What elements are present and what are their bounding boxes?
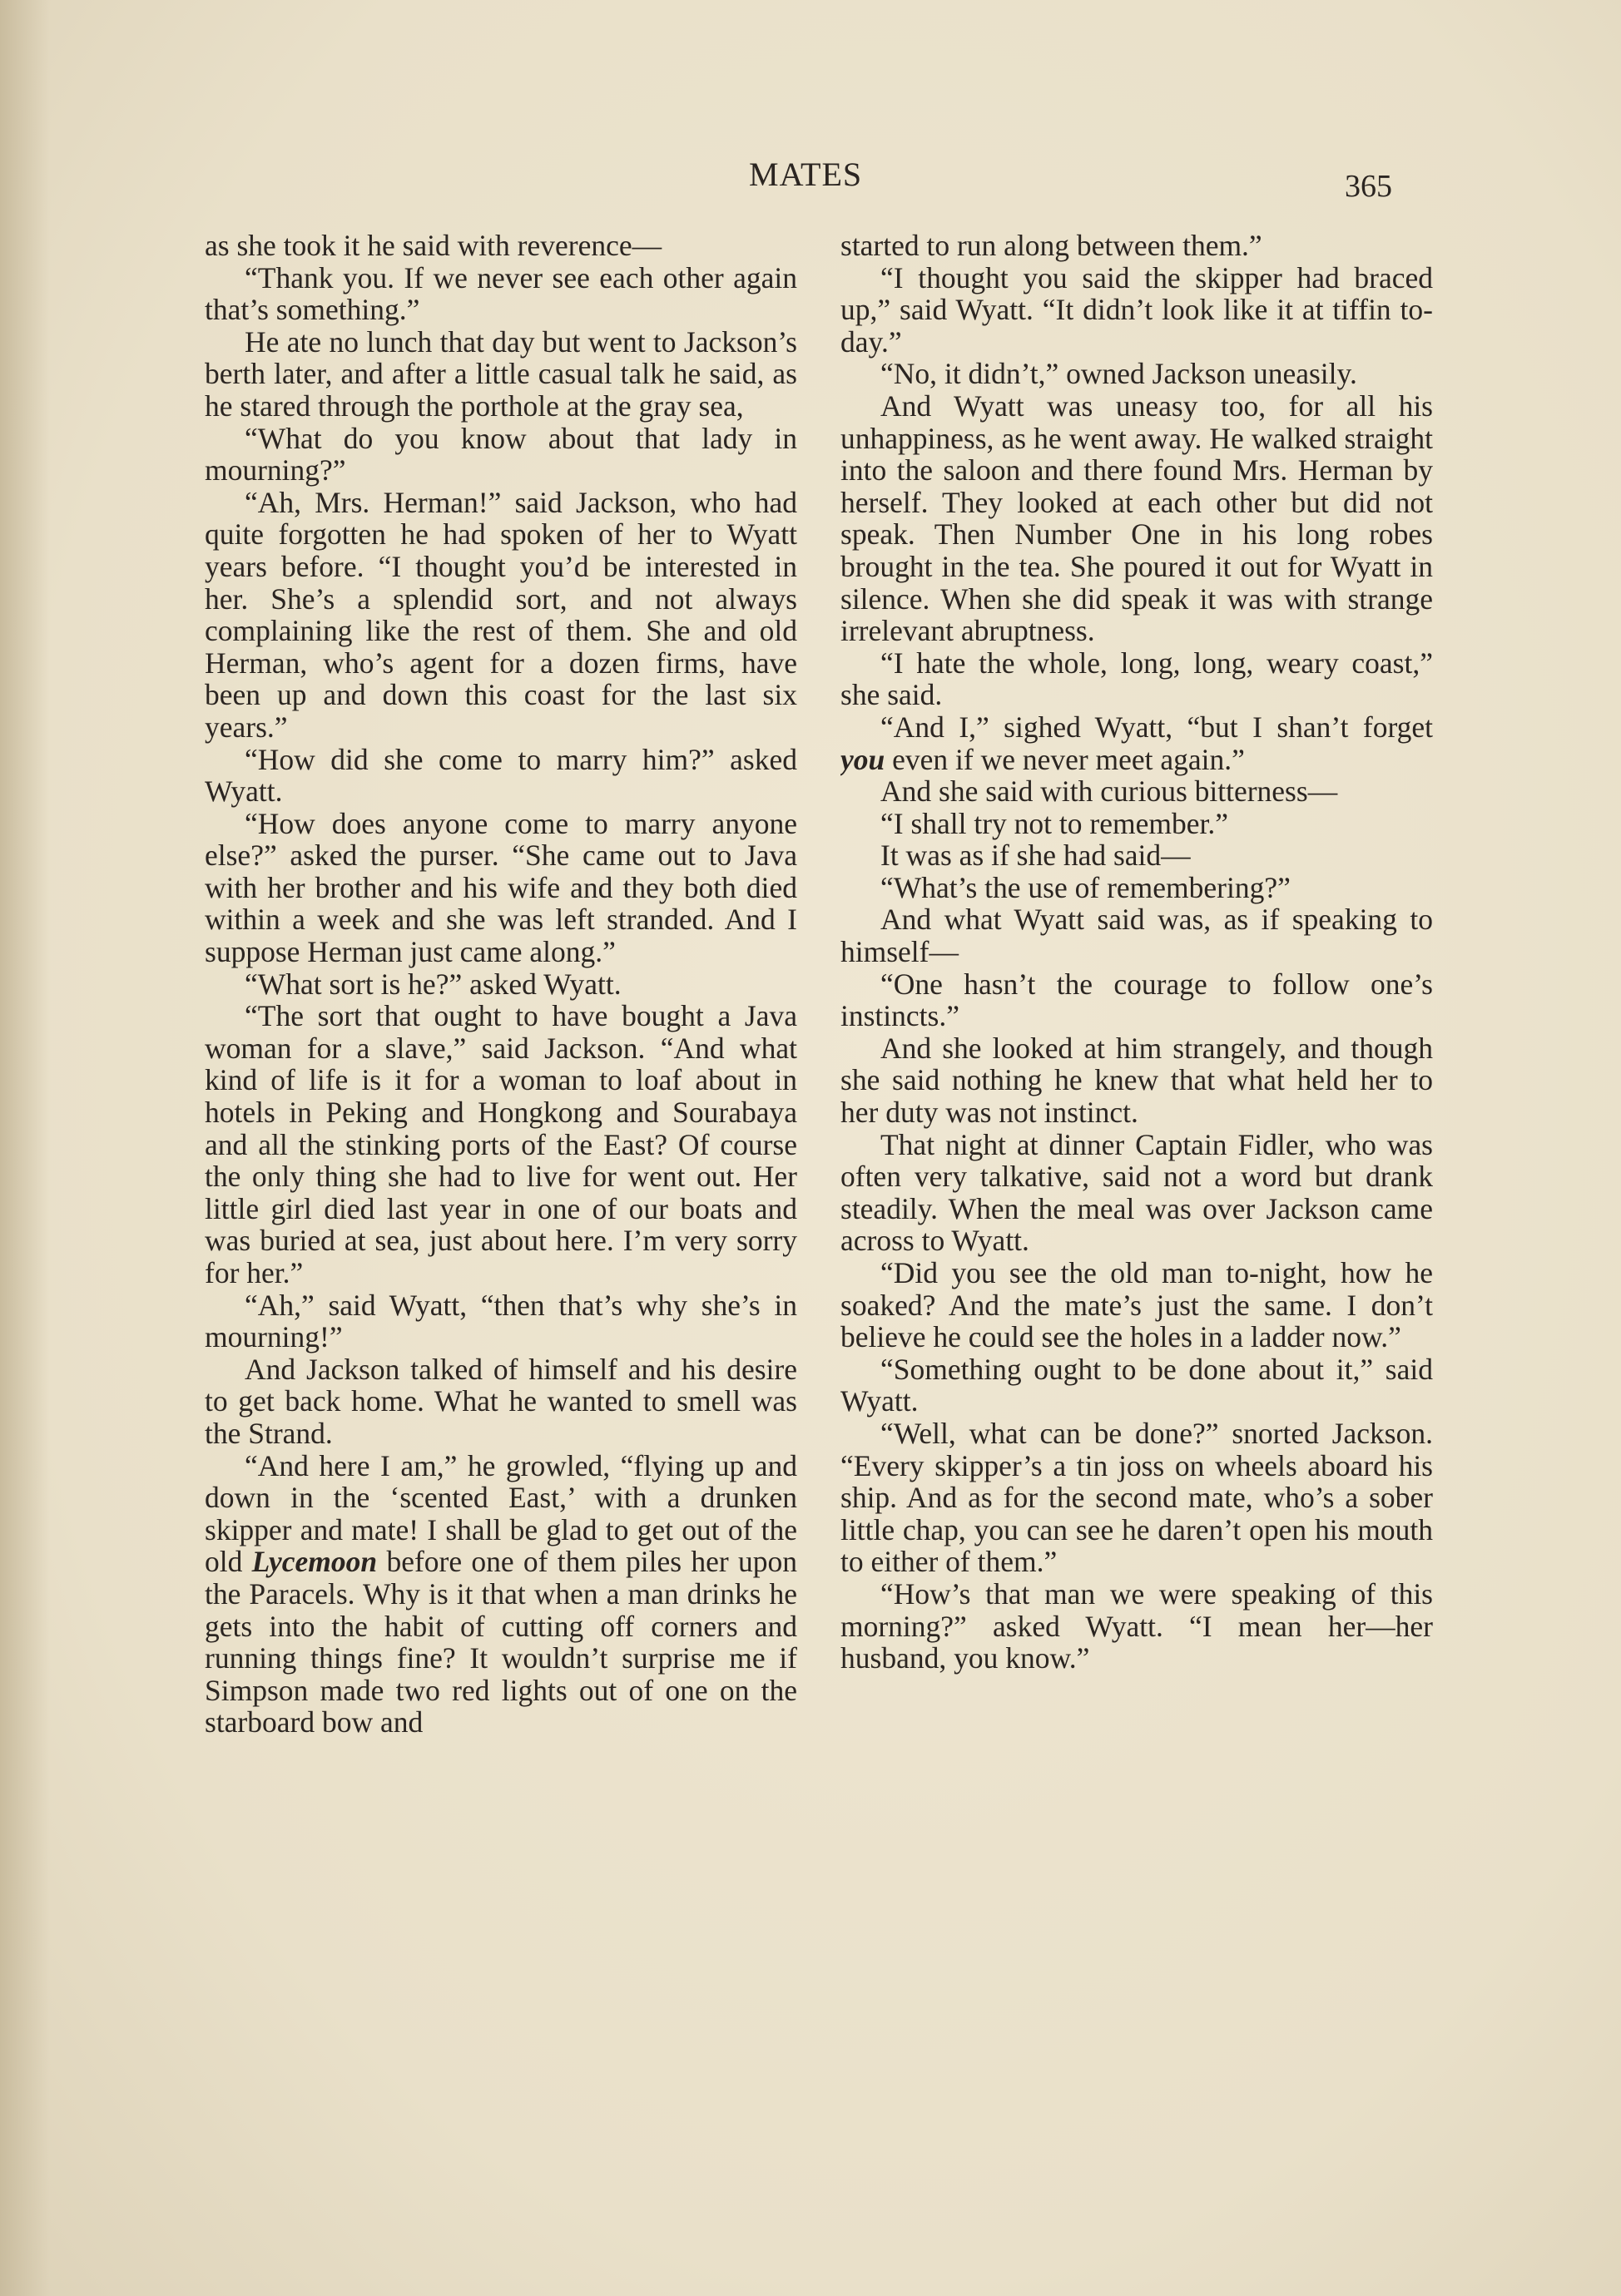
paragraph: “Ah, Mrs. Herman!” said Jackson, who had quite forgotten he had spoken of her to Wyatt years before. “I thought you’d be interested in her. She’s a splendid sort, and not always complaining like the rest of them. She and old Herman, who’s agent for a dozen firms, have been up and down this coast for the last six years.” bbox=[205, 485, 797, 744]
paragraph: as she took it he said with reverence— bbox=[205, 230, 662, 262]
paragraph: “I thought you said the skipper had braced up,” said Wyatt. “It didn’t look like it at tiffin to-day.” bbox=[840, 260, 1433, 359]
emphasis: you bbox=[840, 742, 885, 776]
paragraph: “I shall try not to remember.” bbox=[880, 806, 1228, 840]
paragraph-text: “And here I am,” he growled, “flying up and down in the ‘scented East,’ with a drunken skipper and mate! I shall be glad to get out of the old bbox=[205, 1448, 797, 1579]
paragraph bbox=[840, 711, 1433, 775]
paragraph: “Well, what can be done?” snorted Jackson. “Every skipper’s a tin joss on wheels aboard his ship. And as for the second mate, who’s a sober little chap, you can see he daren’t open his mouth to either of them.” bbox=[840, 1416, 1433, 1579]
paragraph: “No, it didn’t,” owned Jackson uneasily. bbox=[880, 357, 1357, 391]
paragraph-text: even if we never meet again.” bbox=[885, 742, 1245, 776]
paragraph-text: “And I,” sighed Wyatt, “but I shan’t forget bbox=[880, 710, 1433, 744]
running-head bbox=[0, 155, 1621, 205]
paragraph: “The sort that ought to have bought a Java woman for a slave,” said Jackson. “And what kind of life is it for a woman to loaf about in hotels in Peking and Hongkong and Sourabaya and all the stinking ports of the East? Of course the only thing she had to live for went out. Her little girl died last year in one of our boats and was buried at sea, just about here. I’m very sorry for her.” bbox=[205, 999, 797, 1289]
paragraph: “How does anyone come to marry anyone else?” asked the purser. “She came out to Java with her brother and his wife and they both died within a week and she was left stranded. And I suppose Herman just came along.” bbox=[205, 806, 797, 969]
paragraph: “Something ought to be done about it,” said Wyatt. bbox=[840, 1352, 1433, 1418]
paragraph: “Ah,” said Wyatt, “then that’s why she’s in mourning!” bbox=[205, 1288, 797, 1354]
paragraph: “What’s the use of remembering?” bbox=[880, 870, 1291, 904]
page-number: 365 bbox=[1345, 169, 1392, 204]
paragraph: “How did she come to marry him?” asked Wyatt. bbox=[205, 742, 797, 809]
paragraph: It was as if she had said— bbox=[880, 839, 1191, 873]
paragraph: That night at dinner Captain Fidler, who was often very talkative, said not a word but drank steadily. When the meal was over Jackson came across to Wyatt. bbox=[840, 1127, 1433, 1258]
paragraph: He ate no lunch that day but went to Jackson’s berth later, and after a little casual talk he said, as he stared through the porthole at the gray sea, bbox=[205, 324, 797, 423]
paragraph: “One hasn’t the courage to follow one’s instincts.” bbox=[840, 967, 1433, 1033]
paragraph: And Wyatt was uneasy too, for all his unhappiness, as he went away. He walked straight into the saloon and there found Mrs. Herman by herself. They looked at each other but did not speak. Then Number One in his long robes brought in the tea. She poured it out for Wyatt in silence. When she did speak it was with strange irrelevant abruptness. bbox=[840, 388, 1433, 648]
paragraph: And Jackson talked of himself and his desire to get back home. What he wanted to smell was the Strand. bbox=[205, 1352, 797, 1450]
left-column bbox=[205, 230, 797, 2209]
gutter-shadow bbox=[0, 0, 50, 2296]
paragraph: And what Wyatt said was, as if speaking to himself— bbox=[840, 903, 1433, 969]
right-column bbox=[840, 230, 1433, 2209]
paragraph: “I hate the whole, long, long, weary coast,” she said. bbox=[840, 646, 1433, 712]
paragraph: And she said with curious bitterness— bbox=[880, 774, 1338, 809]
paragraph-text: before one of them piles her upon the Paracels. Why is it that when a man drinks he gets into the habit of cutting off corners and running things fine? It wouldn’t surprise me if Simpson made two red lights out of one on the starboard bow and bbox=[205, 1545, 797, 1739]
paragraph: And she looked at him strangely, and though she said nothing he knew that what held her to her duty was not instinct. bbox=[840, 1031, 1433, 1130]
paragraph: “Thank you. If we never see each other again that’s something.” bbox=[205, 260, 797, 327]
paragraph bbox=[205, 1450, 797, 1739]
running-title: MATES bbox=[749, 156, 863, 193]
paragraph: “How’s that man we were speaking of this morning?” asked Wyatt. “I mean her—her husband, you know.” bbox=[840, 1576, 1433, 1675]
paragraph: “What sort is he?” asked Wyatt. bbox=[245, 967, 622, 1001]
ship-name: Lycemoon bbox=[251, 1545, 378, 1579]
paragraph: started to run along between them.” bbox=[840, 230, 1262, 262]
paragraph: “Did you see the old man to-night, how he soaked? And the mate’s just the same. I don’t believe he could see the holes in a ladder now.” bbox=[840, 1256, 1433, 1354]
paragraph: “What do you know about that lady in mourning?” bbox=[205, 421, 797, 487]
